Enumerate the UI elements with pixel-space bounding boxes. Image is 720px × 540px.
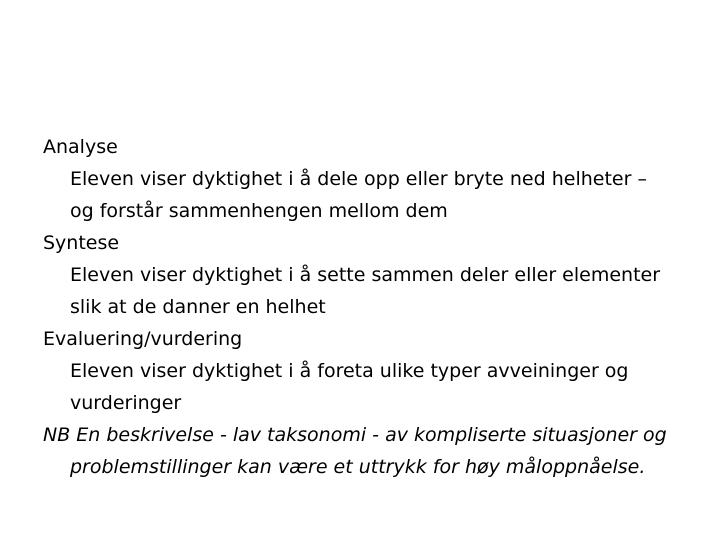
- heading-syntese: Syntese: [43, 232, 120, 254]
- heading-evaluering: Evaluering/vurdering: [43, 328, 243, 350]
- evaluering-text-line-2: vurderinger: [70, 392, 182, 414]
- note-line-1: NB En beskrivelse - lav taksonomi - av kompliserte situasjoner og: [43, 424, 667, 446]
- syntese-text-line-2: slik at de danner en helhet: [70, 296, 326, 318]
- slide-body: [43, 131, 693, 483]
- analyse-text-line-1: Eleven viser dyktighet i å dele opp eller bryte ned helheter –: [70, 168, 647, 190]
- evaluering-text-line-1: Eleven viser dyktighet i å foreta ulike typer avveininger og: [70, 360, 629, 382]
- analyse-text-line-2: og forstår sammenhengen mellom dem: [70, 200, 448, 222]
- note-line-2: problemstillinger kan være et uttrykk for høy måloppnåelse.: [70, 456, 646, 478]
- syntese-text-line-1: Eleven viser dyktighet i å sette sammen deler eller elementer: [70, 264, 661, 286]
- heading-analyse: Analyse: [43, 136, 118, 158]
